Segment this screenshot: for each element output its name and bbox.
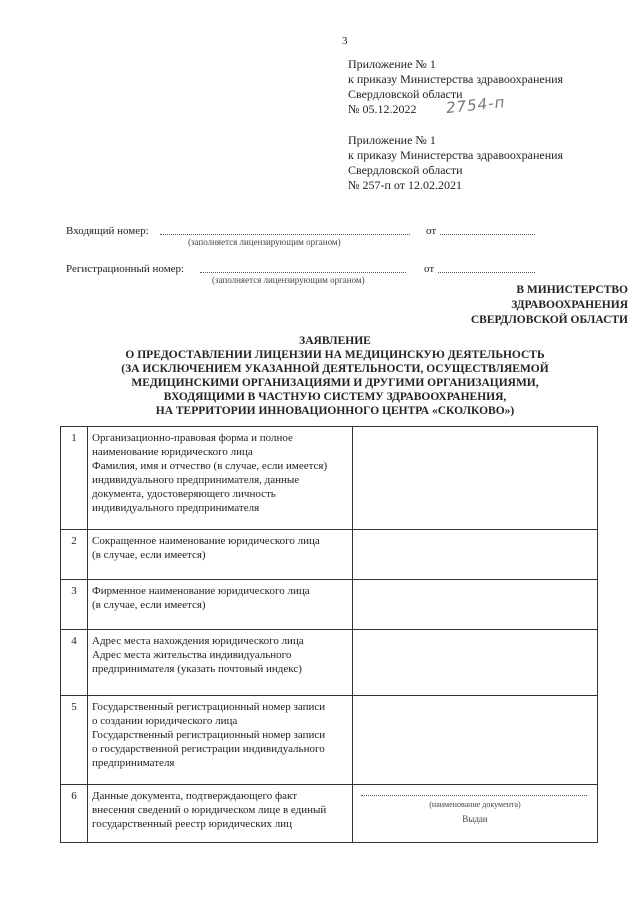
desc-line: Государственный регистрационный номер записи [92, 729, 326, 741]
annex-line: Свердловской области [348, 87, 463, 101]
desc-line: (в случае, если имеется) [92, 599, 206, 611]
registration-number-field[interactable] [200, 272, 406, 273]
title-line: ВХОДЯЩИМИ В ЧАСТНУЮ СИСТЕМУ ЗДРАВООХРАНЕНИЯ, [163, 391, 507, 403]
desc-line: индивидуального предпринимателя [92, 502, 260, 514]
annex-title: Приложение № 1 [348, 57, 436, 71]
annex-line: Свердловской области [348, 163, 463, 177]
annex-block-2 [348, 133, 618, 193]
row-value-field[interactable] [353, 427, 598, 530]
row-number: 3 [61, 580, 88, 630]
row-description [88, 530, 353, 580]
incoming-from-label: от [426, 225, 437, 237]
row-value-field[interactable] [353, 785, 598, 843]
document-name-caption: (наименование документа) [429, 800, 521, 809]
annex-number: № 05.12.2022 [348, 102, 417, 116]
row-value-field[interactable] [353, 630, 598, 696]
desc-line: о государственной регистрации индивидуального [92, 743, 325, 755]
title-line: (ЗА ИСКЛЮЧЕНИЕМ УКАЗАННОЙ ДЕЯТЕЛЬНОСТИ, ОСУЩЕСТВЛЯЕМОЙ [121, 363, 549, 375]
row-number: 4 [61, 630, 88, 696]
row-number: 2 [61, 530, 88, 580]
row-number: 5 [61, 696, 88, 785]
title-line: О ПРЕДОСТАВЛЕНИИ ЛИЦЕНЗИИ НА МЕДИЦИНСКУЮ ДЕЯТЕЛЬНОСТЬ [125, 349, 545, 361]
incoming-label: Входящий номер: [66, 225, 149, 237]
row-value-field[interactable] [353, 696, 598, 785]
row-number: 1 [61, 427, 88, 530]
registration-label: Регистрационный номер: [66, 263, 185, 275]
desc-line: Фамилия, имя и отчество (в случае, если имеется) [92, 460, 328, 472]
issued-label: Выдан [462, 814, 488, 824]
desc-line: Сокращенное наименование юридического лица [92, 535, 320, 547]
incoming-caption: (заполняется лицензирующим органом) [188, 237, 341, 247]
document-name-line[interactable] [361, 795, 587, 796]
desc-line: наименование юридического лица [92, 446, 253, 458]
registration-date-field[interactable] [438, 272, 535, 273]
row-value-field[interactable] [353, 580, 598, 630]
annex-line: к приказу Министерства здравоохранения [348, 72, 564, 86]
annex-block-1 [348, 57, 618, 117]
form-table [60, 426, 598, 843]
handwritten-number: 2754-п [445, 92, 507, 118]
table-row [61, 785, 598, 843]
desc-line: Фирменное наименование юридического лица [92, 585, 310, 597]
desc-line: Адрес места жительства индивидуального [92, 649, 292, 661]
addressee [380, 283, 628, 328]
desc-line: Адрес места нахождения юридического лица [92, 635, 304, 647]
incoming-date-field[interactable] [440, 234, 535, 235]
addressee-line: ЗДРАВООХРАНЕНИЯ [511, 299, 628, 311]
row-description [88, 427, 353, 530]
annex-number: № 257-п от 12.02.2021 [348, 178, 462, 192]
table-row [61, 427, 598, 530]
table-row [61, 696, 598, 785]
row-number: 6 [61, 785, 88, 843]
annex-title: Приложение № 1 [348, 133, 436, 147]
row-description [88, 630, 353, 696]
desc-line: предпринимателя [92, 757, 175, 769]
table-row [61, 630, 598, 696]
desc-line: государственный реестр юридических лиц [92, 818, 293, 830]
title-line: ЗАЯВЛЕНИЕ [299, 335, 371, 347]
statement-title [60, 334, 610, 418]
desc-line: внесения сведений о юридическом лице в единый [92, 804, 327, 816]
desc-line: индивидуального предпринимателя, данные [92, 474, 300, 486]
table-row [61, 580, 598, 630]
desc-line: Данные документа, подтверждающего факт [92, 790, 298, 802]
table-row [61, 530, 598, 580]
row-description [88, 580, 353, 630]
row-description [88, 785, 353, 843]
title-line: МЕДИЦИНСКИМИ ОРГАНИЗАЦИЯМИ И ДРУГИМИ ОРГАНИЗАЦИЯМИ, [131, 377, 539, 389]
desc-line: Государственный регистрационный номер записи [92, 701, 326, 713]
page-number: 3 [342, 35, 348, 47]
registration-from-label: от [424, 263, 435, 275]
desc-line: о создании юридического лица [92, 715, 238, 727]
desc-line: Организационно-правовая форма и полное [92, 432, 293, 444]
row-description [88, 696, 353, 785]
incoming-number-field[interactable] [160, 234, 410, 235]
addressee-line: СВЕРДЛОВСКОЙ ОБЛАСТИ [470, 314, 628, 326]
registration-caption: (заполняется лицензирующим органом) [212, 275, 365, 285]
addressee-line: В МИНИСТЕРСТВО [516, 284, 628, 296]
title-line: НА ТЕРРИТОРИИ ИННОВАЦИОННОГО ЦЕНТРА «СКОЛКОВО») [155, 405, 515, 417]
desc-line: предпринимателя (указать почтовый индекс) [92, 663, 302, 675]
desc-line: документа, удостоверяющего личность [92, 488, 276, 500]
row-value-field[interactable] [353, 530, 598, 580]
desc-line: (в случае, если имеется) [92, 549, 206, 561]
annex-line: к приказу Министерства здравоохранения [348, 148, 564, 162]
